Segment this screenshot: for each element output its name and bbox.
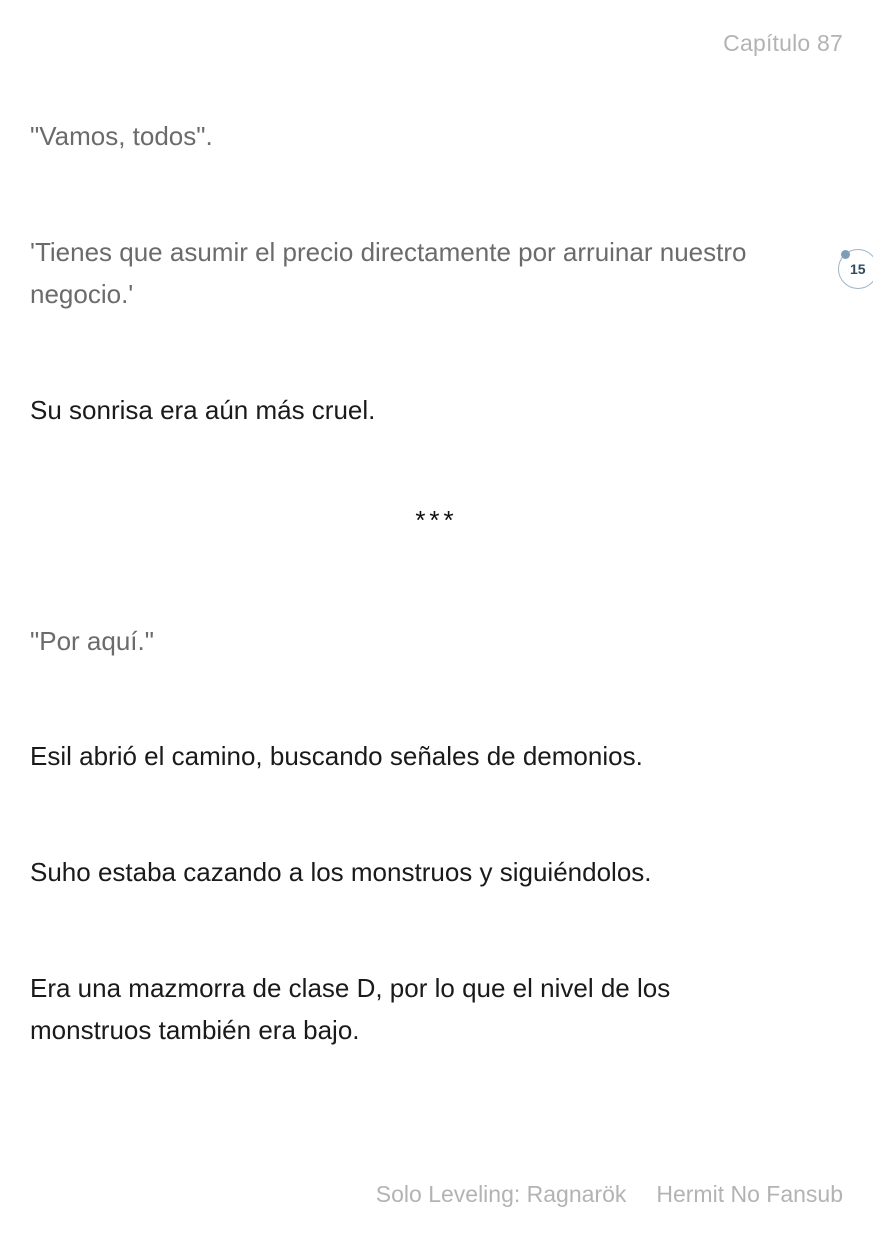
comment-bubble-icon: [841, 250, 850, 259]
paragraph-comment-button[interactable]: [838, 249, 873, 289]
paragraph: 'Tienes que asumir el precio directamente por arruinar nuestro negocio.': [30, 237, 747, 309]
paragraph: "Vamos, todos".: [30, 121, 213, 151]
chapter-label: Capítulo 87: [723, 30, 843, 56]
footer: [376, 1181, 843, 1208]
paragraph: Su sonrisa era aún más cruel.: [30, 395, 376, 425]
book-title: Solo Leveling: Ragnarök: [375, 1181, 627, 1207]
comment-count: 15: [850, 261, 866, 277]
scene-separator: ***: [415, 505, 458, 535]
translator-credit: Hermit No Fansub: [656, 1181, 843, 1207]
paragraph: Era una mazmorra de clase D, por lo que el nivel de los monstruos también era bajo.: [30, 973, 671, 1045]
paragraph: Esil abrió el camino, buscando señales de demonios.: [30, 741, 643, 771]
paragraph: Suho estaba cazando a los monstruos y siguiéndolos.: [30, 857, 652, 887]
paragraph: "Por aquí.": [30, 626, 154, 656]
